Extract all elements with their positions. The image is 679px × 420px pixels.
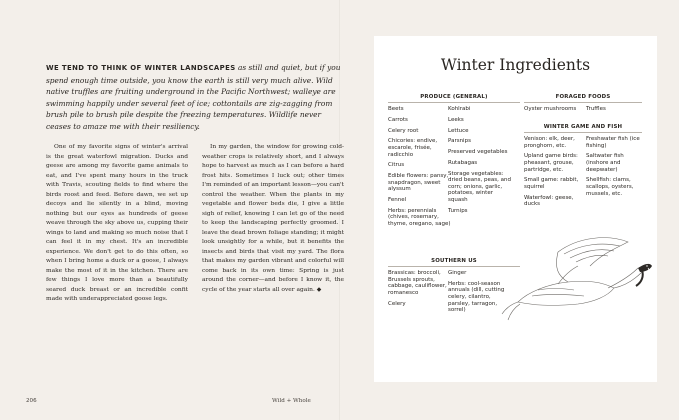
produce-item: Fennel bbox=[388, 197, 407, 204]
game-heading: WINTER GAME AND FISH bbox=[524, 124, 642, 133]
southern-heading: SOUTHERN US bbox=[388, 258, 520, 267]
southern-item: Ginger bbox=[448, 270, 467, 276]
produce-item: Kohlrabi bbox=[448, 106, 471, 112]
lead-text: as still and quiet, but if you spend enough time outside, you know the earth is still very much alive. Wild native truffles are fruiting underground in the Pacific Northwest; walleye are swimming happily under several feet of ice; cottontails are zig-zagging from brush pile to brush pile despite the freezing temperatures. Wildlife never ceases to amaze me with their resiliency. bbox=[46, 63, 341, 131]
produce-item: Turnips bbox=[448, 207, 468, 214]
southern-item: Brassicas: broccoli, Brussels sprouts, cabbage, cauliflower, romanesco bbox=[388, 270, 447, 296]
produce-item: Leeks bbox=[448, 116, 464, 123]
game-list-2 bbox=[586, 136, 644, 201]
game-item: Shellfish: clams, scallops, oysters, mussels, etc. bbox=[586, 177, 634, 197]
produce-item: Storage vegetables: dried beans, peas, and corn; onions, garlic, potatoes, winter squash bbox=[448, 170, 511, 204]
foraged-list-2 bbox=[586, 106, 646, 117]
game-item: Saltwater fish (inshore and deepwater) bbox=[586, 153, 624, 173]
game-list-1 bbox=[524, 136, 582, 212]
game-item: Freshwater fish (ice fishing) bbox=[586, 136, 640, 149]
foraged-list-1 bbox=[524, 106, 588, 117]
produce-item: Celery root bbox=[388, 127, 419, 134]
game-item: Upland game birds: pheasant, grouse, partridge, etc. bbox=[524, 153, 578, 173]
game-item: Venison: elk, deer, pronghorn, etc. bbox=[524, 136, 575, 149]
produce-item: Preserved vegetables bbox=[448, 149, 508, 156]
game-item: Small game: rabbit, squirrel bbox=[524, 177, 579, 190]
produce-item: Carrots bbox=[388, 116, 408, 123]
produce-item: Citrus bbox=[388, 162, 405, 169]
body-column-right: In my garden, the window for growing cold-weather crops is relatively short, and I always hope to harvest as much as I can before a hard frost hits. Sometimes I luck out; other times I'm reminded of an important lesson—you can't control the weather. When the plants in my vegetable and flower beds die, I give a little sigh of relief, knowing I can let go of the need to keep the landscaping perfectly groomed. I leave the dead brown foliage standing; it might look unsightly for a while, but it benefits the insects and birds that visit my yard. The flora that makes my garden vibrant and colorful will come back in its own time: Spring is just around the corner—and before I know it, the cycle of the year starts all over again. ◆ bbox=[202, 144, 344, 293]
lead-caps: WE TEND TO THINK OF WINTER LANDSCAPES bbox=[46, 64, 236, 72]
produce-item: Herbs: perennials (chives, rosemary, thyme, oregano, sage) bbox=[388, 207, 451, 228]
produce-item: Parsnips bbox=[448, 138, 471, 145]
foraged-item: Oyster mushrooms bbox=[524, 106, 577, 112]
running-footer-title: Wild + Whole bbox=[272, 398, 311, 404]
game-item: Waterfowl: geese, ducks bbox=[524, 194, 574, 208]
foraged-heading: FORAGED FOODS bbox=[524, 94, 642, 103]
produce-item: Chicories: endive, escarole, frisée, radicchio bbox=[388, 138, 438, 158]
southern-item: Celery bbox=[388, 300, 406, 307]
page-number: 206 bbox=[26, 398, 37, 404]
panel-title: Winter Ingredients bbox=[440, 56, 591, 74]
southern-item: Herbs: cool-season annuals (dill, cutting celery, cilantro, parsley, tarragon, sorrel) bbox=[448, 280, 505, 314]
body-column-left: One of my favorite signs of winter's arrival is the great waterfowl migration. Ducks and geese are among my favorite game animals to eat, and I've spent many hours in the truck with Travis, scouting fields to find where the birds roost and feed. Before dawn, we set up decoys and lie silently in a blind, moving nothing but our eyes as hundreds of geese weave through the sky above us, cupping their wings to land and making so much noise that I can feel it in my chest. It's an incredible experience. We don't get to do this often, so when I bring home a duck or a goose, I always make the most of it in the kitchen. There are few things I love more than a beautifully seared duck breast or an incredible confit made with underappreciated goose legs. bbox=[46, 144, 188, 302]
produce-list-2 bbox=[448, 106, 514, 219]
produce-item: Lettuce bbox=[448, 127, 469, 134]
goose-illustration bbox=[498, 232, 654, 332]
produce-item: Beets bbox=[388, 106, 404, 112]
lead-paragraph bbox=[46, 62, 342, 133]
produce-list-1 bbox=[388, 106, 452, 232]
produce-item: Rutabagas bbox=[448, 159, 478, 166]
produce-heading: PRODUCE (GENERAL) bbox=[388, 94, 520, 103]
foraged-item: Truffles bbox=[586, 106, 606, 112]
winter-ingredients-panel bbox=[374, 36, 657, 382]
southern-list-1 bbox=[388, 270, 448, 311]
produce-item: Edible flowers: pansy, snapdragon, sweet alyssum bbox=[388, 173, 449, 193]
